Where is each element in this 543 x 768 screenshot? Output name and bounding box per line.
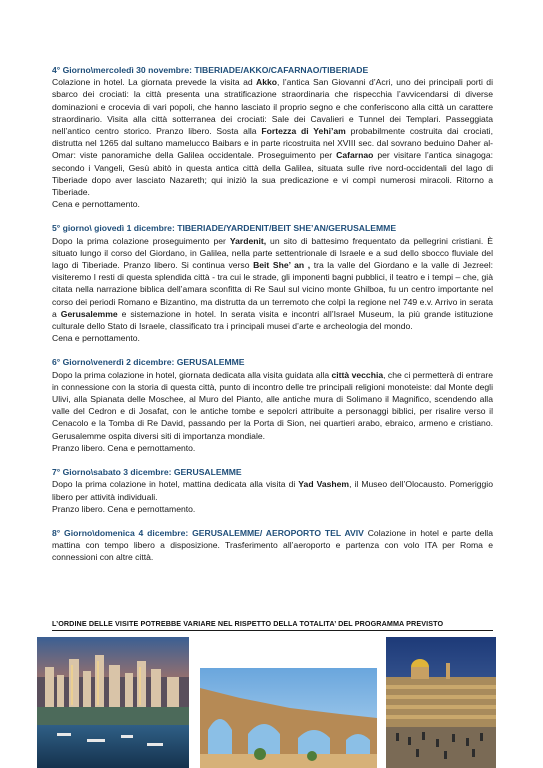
day-text: e sistemazione in hotel. In serata visita e incontri all’Israel Museum, la più grande istituzione culturale dello Stato di Israele, classificato tra i principali musei d’arte e archeologia del mondo. [52, 308, 493, 332]
day-text: Dopo la prima colazione proseguimento per [52, 235, 230, 246]
day-text: probabilmente costruita dai crociati, distrutta nel 1265 dal sultano mamelucco Baibars e in parte ricostruita nel XVIII sec. dal sovrano beduino Daher al-Omar: viste panoramiche della Galilea occidentale. Proseguimento per [52, 126, 493, 161]
place-akko: Akko [256, 77, 278, 88]
caesarea-aqueduct-photo [200, 668, 377, 768]
day-text: per visitare l’antica sinagoga: secondo i Vangeli, Gesù abitò in questa antica città della Galilea, situata sulle rive nord-occidentali del lago di Tiberiade dopo aver lasciato Nazareth; qui iniziò la sua predicazione e vi compì numerosi miracoli. Ritorno a Tiberiade. [52, 150, 493, 198]
day-text: , che ci permetterà di entrare in connessione con la storia di questa città, punto di incontro delle tre principali religioni monoteiste: dal Monte degli Ulivi, alla Spianata delle Moschee, al Muro del Pianto, alle antiche mura di Solimano il Magnifico, scendendo alla valle del Cedron e di Josafat, con le antiche tombe e sepolcri attribuite a personaggi biblici, per risalire verso il Cenacolo e la Tomba di Re David, passando per la Porta di Sion, nei quartieri arabo, ebraico, armeno e cristiano. Gerusalemme ospita diversi siti di importanza mondiale. [52, 369, 493, 441]
day-text: Colazione in hotel. La giornata prevede la visita ad [52, 77, 257, 88]
place-yardenit: Yardenit, [229, 235, 267, 246]
day-5 [52, 222, 493, 344]
itinerary-notice: L’ORDINE DELLE VISITE POTREBBE VARIARE NEL RISPETTO DELLA TOTALITA’ DEL PROGRAMMA PREVISTO [52, 619, 493, 631]
day-closing: Cena e pernottamento. [52, 199, 140, 210]
day-text: Colazione in hotel e parte della mattina con tempo libero a disposizione. Trasferimento all’aeroporto e partenza con volo ITA per Roma e connessioni con altre città. [52, 527, 493, 563]
day-text: un sito di battesimo frequentato da pellegrini cristiani. È situato lungo il corso del Giordano, in Galilea, nella parte settentrionale di Israele e a sud dello sbocco fluviale del lago di Tiberiade. Pranzo libero. Si continua verso [52, 235, 493, 271]
place-cafarnao: Cafarnao [336, 150, 374, 161]
day-text: , il Museo dell’Olocausto. Pomeriggio libero per attività individuali. [52, 479, 493, 502]
tel-aviv-photo [37, 637, 189, 768]
day-4 [52, 64, 493, 210]
day-heading: 6° Giorno\venerdì 2 dicembre: GERUSALEMME [52, 357, 245, 368]
place-yad-vashem: Yad Vashem [298, 479, 350, 490]
day-text: Dopo la prima colazione in hotel, giornata dedicata alla visita guidata alla [52, 369, 332, 380]
jerusalem-western-wall-photo [386, 637, 496, 768]
day-heading: 5° giorno\ giovedì 1 dicembre: TIBERIADE/YARDENIT/BEIT SHE’AN/GERUSALEMME [52, 223, 397, 234]
day-closing: Pranzo libero. Cena e pernottamento. [52, 503, 196, 514]
day-7 [52, 466, 493, 515]
place-gerusalemme: Gerusalemme [60, 308, 118, 319]
place-beit-shean: Beit She’ an , [253, 260, 311, 271]
day-8 [52, 527, 493, 564]
day-heading: 4° Giorno\mercoledì 30 novembre: TIBERIADE/AKKO/CAFARNAO/TIBERIADE [52, 65, 369, 75]
day-heading: 8° Giorno\domenica 4 dicembre: GERUSALEMME/ AEROPORTO TEL AVIV [52, 527, 364, 538]
day-text: tra la valle del Giordano e la valle di Jezreel: visiteremo I resti di questa splendida città - tra cui le strade, gli imponenti bagni pubblici, il teatro e i tempi – che, già citata nella narrazione biblica dell’amara sconfitta di Re Saul sul vicino monte Ghilboa, fu un centro importante nel corso dei periodi Romano e Bizantino, ma distrutta da un terremoto che colpì la regione nel 749 e.v. Arrivo in serata a [52, 260, 494, 319]
day-closing: Cena e pernottamento. [52, 333, 140, 344]
day-text: , l’antica San Giovanni d’Acri, uno dei principali porti di sbarco dei crociati: la città presenta una stratificazione straordinaria che rispecchia l’avvicendarsi di diverse dominazioni e crocevia di vari popoli, che hanno lasciato il proprio segno e che conferiscono alla città un carattere straordinario. Visita alla città sotterranea dei crociati: Sale dei Cavalieri e Tunnel dei Templari. Passeggiata nell’antico centro storico. Pranzo libero. Sosta alla [52, 77, 493, 137]
day-6 [52, 356, 493, 454]
day-heading: 7° Giorno\sabato 3 dicembre: GERUSALEMME [52, 467, 242, 478]
day-closing: Pranzo libero. Cena e pernottamento. [52, 442, 196, 453]
day-text: Dopo la prima colazione in hotel, mattina dedicata alla visita di [52, 479, 299, 490]
itinerary [52, 64, 493, 576]
place-citta-vecchia: città vecchia [331, 369, 384, 380]
place-yehiam: Fortezza di Yehi’am [261, 126, 346, 137]
